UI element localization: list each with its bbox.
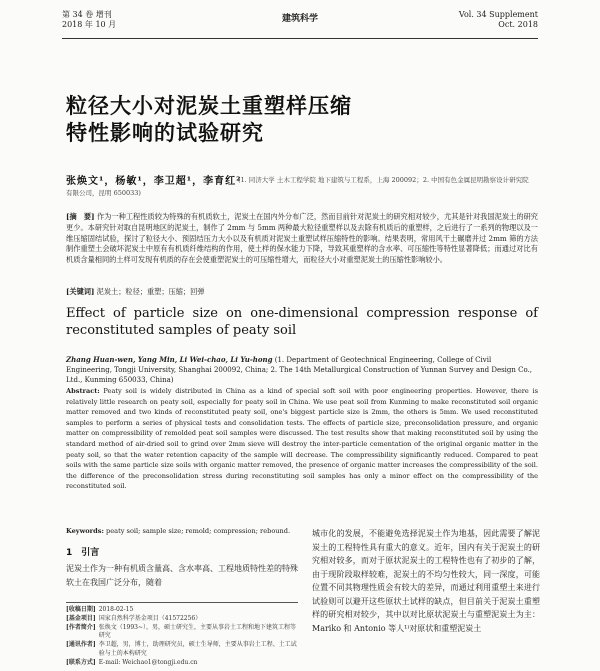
journal-date: 2018 年 10 月 (62, 20, 117, 29)
footnote-item: [收稿日期] 2018-02-15 (66, 606, 134, 613)
footnote-item: [基金项目] 国家自然科学基金项目（41572256） (66, 614, 202, 622)
footnote-divider (66, 602, 298, 603)
body-left-column: 泥炭土作为一种有机质含量高、含水率高、工程地质特性差的特殊软土在我国广泛分布，随着 (66, 564, 298, 587)
journal-volume: 第 34 卷 增刊 (62, 10, 112, 19)
english-affiliation: (1. Department of Geotechnical Engineering, College of Civil Engineering, Tongji University, Shanghai 200092, China; 2. The 14th Metallurgical Construction of Yunnan Survey and Design Co., Ltd., Kunming 650033, China) (66, 356, 533, 384)
footnote-item: [联系方式] E-mail: Weichao1@tongji.edu.cn (66, 658, 198, 666)
journal-volume-en: Vol. 34 Supplement (458, 10, 538, 19)
chinese-keywords (66, 287, 538, 297)
chinese-title-line1: 粒径大小对泥炭土重塑样压缩 (66, 94, 352, 118)
footnote-item: [作者简介] 张焕文（1993~），男，硕士研究生，主要从事岩土工程和地下建筑工程等研究 (66, 623, 296, 640)
english-authors: Zhang Huan-wen, Yang Min, Li Wei-chao, Li Yu-hong (66, 355, 273, 364)
journal-name: 建筑科学 (281, 14, 318, 24)
chinese-title (66, 93, 352, 147)
english-keywords-label: Keywords: (66, 527, 104, 535)
keywords-label: [关键词] (66, 287, 95, 296)
chinese-authors: 张焕文¹，杨敏¹，李卫超¹，李育红² (66, 176, 242, 187)
english-title: Effect of particle size on one-dimensional compression response of reconstituted samples of peaty soil (66, 306, 538, 338)
chinese-title-line2: 特性影响的试验研究 (66, 121, 264, 145)
footnotes (66, 606, 298, 668)
journal-date-en: Oct. 2018 (498, 20, 538, 29)
body-right-column: 城市化的发展，不能避免选择泥炭土作为地基，因此需要了解泥炭土的工程特性具有重大的意义。近年，国内有关于泥炭土的研究相对较多，而对于原状泥炭土的工程特性也有了初步的了解，由于现阶段取样较难，泥炭土的不均匀性较大，同一深度，可能位置不同其物理性质会有较大的差异，而通过利用重塑土来进行试验则可以避开这些原状土试样的缺点，但目前关于泥炭土重塑样的研究相对较少，其中以对比原状泥炭土与重塑泥炭土为主：Mariko 和 Antonio 等人¹⁾对原状和重塑泥炭土 (312, 529, 540, 633)
keywords-text: 泥炭土；粒径；重塑；压缩；回弹 (96, 287, 205, 296)
header-right (459, 10, 538, 30)
chinese-affiliation-cont: 有限公司，昆明 650033) (66, 189, 141, 197)
chinese-affiliation: (1. 同济大学 土木工程学院 地下建筑与工程系，上海 200092；2. 中国有色金属昆明勘察设计研究院 (238, 176, 529, 184)
section-heading: 1 引言 (66, 548, 100, 558)
english-abstract-label: Abstract: (66, 387, 100, 395)
chinese-abstract (66, 212, 538, 266)
header-divider (62, 38, 538, 39)
english-abstract-text: Peaty soil is widely distributed in China as a kind of special soft soil with poor engineering properties. However, there is relatively little research on peaty soil, especially for peaty soil in China. We use peat soil from Kunming to make reconstituted soil organic matter removed and two kinds of reconstituted peaty soil, one's biggest particle size is 2mm, the others is 5mm. We used reconstituted samples to perform a series of physical tests and consolidation tests. The effects of particle size, preconsolidation pressure, and organic matter on compressibility of remolded peat soil samples were discussed. The test results show that making reconstituted soil by using the standard method of air-dried soil to grind over 2mm sieve will destroy the inter-particle cementation of the original organic matter in the peaty soil, so that the water retention capacity of the sample will decrease. The compressibility significantly reduced. Compared to peat soils with the same particle size soils with organic matter removed, the presence of organic matter increases the compressibility of the soil. the difference of the preconsolidation stress during reconstituting soil samples has only a minor effect on the compressibility of the reconstituted soil. (66, 387, 538, 491)
footnote-item: [通讯作者] 李卫超，男，博士，助理研究员，硕士生导师，主要从事岩土工程、土工试验与土的本构研究 (66, 641, 297, 657)
abstract-label: [摘 要] (66, 212, 95, 221)
english-abstract (66, 386, 538, 492)
abstract-text: 作为一种工程性质较为特殊的有机质软土，泥炭土在国内外分布广泛，然而目前针对泥炭土的研究相对较少，尤其是针对我国泥炭土的研究更少。本研究针对取自昆明地区的泥炭土，制作了 2mm 与 5mm 两种最大粒径重塑样以及去除有机质后的重塑样，之后进行了一系列的物理以及一维压缩固结试验，探讨了粒径大小、预固结压力大小以及有机质对泥炭土重塑试样压缩特性的影响。结果表明，常用风干土碾磨并过 2mm 筛的方法制作重塑土会破坏泥炭土中原有有机质纤维结构的作用，使土样的保水能力下降，导致其重塑样的含水率、可压缩性等特性显著降低；而通过对比有机质含量相同的土样可发现有机质的存在会使重塑泥炭土的可压缩性增大，而粒径大小对重塑泥炭土的压缩性影响较小。 (66, 212, 538, 265)
english-authors-block (66, 355, 538, 385)
english-keywords-text: peaty soil; sample size; remold; compression; rebound. (106, 527, 291, 535)
